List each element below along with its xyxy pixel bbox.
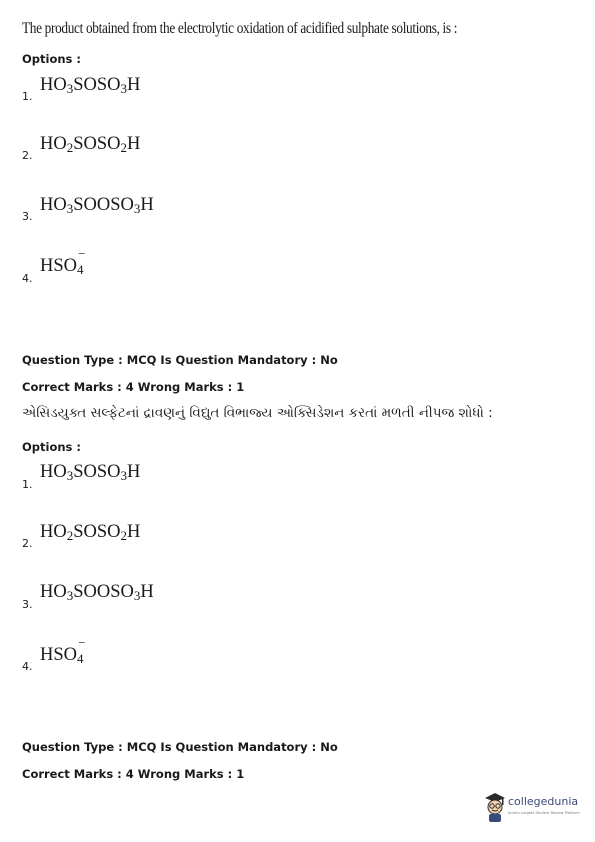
options-label-gujarati: Options : <box>22 440 81 454</box>
option-2-number: 2. <box>22 537 33 550</box>
option-1-number: 1. <box>22 478 33 491</box>
question-text-gujarati: એસિડયુક્ત સલ્ફેટનાં દ્રાવણનું વિદ્યુત વિભાજ્ય ઓક્સિડેશન કરતાં મળતી નીપજ શોધો : <box>22 405 493 421</box>
option-4-number: 4. <box>22 660 33 673</box>
logo-brand-text: collegedunia <box>508 795 579 808</box>
option-1-formula: $HO_3SOSO_3H$ <box>40 75 141 96</box>
marks-meta: Correct Marks : 4 Wrong Marks : 1 <box>22 767 245 781</box>
question-text-english: The product obtained from the electrolytic oxidation of acidified sulphate solutions, is : <box>22 20 458 37</box>
logo-tagline: India's Largest Student Review Platform <box>508 811 580 815</box>
option-4-formula: $HSO_4$ − <box>40 635 86 666</box>
options-label: Options : <box>22 52 81 66</box>
option-3-formula: $HO_3SOOSO_3H$ <box>40 195 154 216</box>
question-type-meta: Question Type : MCQ Is Question Mandatory : No <box>22 740 338 754</box>
option-1-formula: $HO_3SOSO_3H$ <box>40 462 141 483</box>
option-3-number: 3. <box>22 598 33 611</box>
option-2-formula: $HO_2SOSO_2H$ <box>40 522 141 543</box>
option-1-number: 1. <box>22 90 33 103</box>
option-3-number: 3. <box>22 210 33 223</box>
option-4-formula: $HSO_4$ − <box>40 246 86 277</box>
mascot-icon <box>482 791 508 823</box>
option-2-formula: $HO_2SOSO_2H$ <box>40 134 141 155</box>
marks-meta: Correct Marks : 4 Wrong Marks : 1 <box>22 380 245 394</box>
question-type-meta: Question Type : MCQ Is Question Mandatory : No <box>22 353 338 367</box>
option-3-formula: $HO_3SOOSO_3H$ <box>40 582 154 603</box>
collegedunia-logo <box>482 791 590 825</box>
option-4-number: 4. <box>22 272 33 285</box>
option-2-number: 2. <box>22 149 33 162</box>
